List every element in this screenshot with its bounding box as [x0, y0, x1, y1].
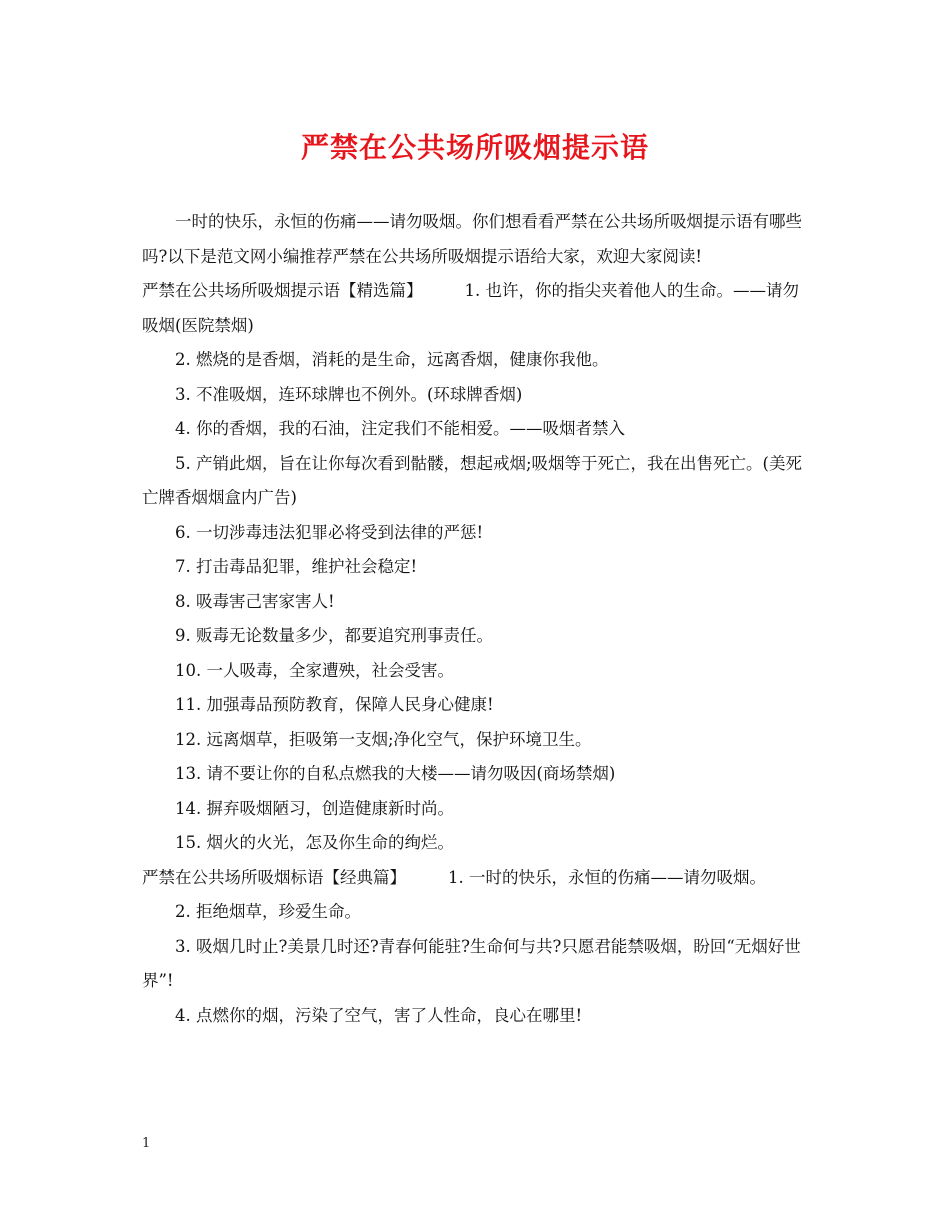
section-1-item-7: 7. 打击毒品犯罪，维护社会稳定!: [175, 557, 418, 576]
section-1-item-1: 1. 也许，你的指尖夹着他人的生命。——请勿吸烟(医院禁烟): [142, 281, 799, 335]
section-1-item-13: 13. 请不要让你的自私点燃我的大楼——请勿吸因(商场禁烟): [175, 764, 616, 783]
section-1-item-14: 14. 摒弃吸烟陋习，创造健康新时尚。: [175, 798, 454, 818]
section-1-item-15: 15. 烟火的火光，怎及你生命的绚烂。: [175, 833, 454, 852]
section-1-item-9: 9. 贩毒无论数量多少，都要追究刑事责任。: [175, 626, 493, 645]
section-2-item-3: 3. 吸烟几时止?美景几时还?青春何能驻?生命何与共?只愿君能禁吸烟，盼回“无烟好世界”!: [142, 936, 801, 990]
document-body: [142, 205, 812, 1033]
section-1-heading: 严禁在公共场所吸烟提示语【精选篇】: [142, 281, 423, 300]
section-1-item-3: 3. 不准吸烟，连环球牌也不例外。(环球牌香烟): [175, 384, 523, 404]
section-1-item-12: 12. 远离烟草，拒吸第一支烟;净化空气，保护环境卫生。: [175, 729, 592, 749]
section-1-item-2: 2. 燃烧的是香烟，消耗的是生命，远离香烟，健康你我他。: [175, 350, 609, 369]
section-2-heading: 严禁在公共场所吸烟标语【经典篇】: [142, 867, 406, 887]
section-2-paragraph: [142, 861, 812, 896]
section-1-item-5: 5. 产销此烟，旨在让你每次看到骷髅，想起戒烟;吸烟等于死亡，我在出售死亡。(美死亡牌香烟烟盒内广告): [142, 453, 802, 507]
intro-paragraph: 一时的快乐，永恒的伤痛——请勿吸烟。你们想看看严禁在公共场所吸烟提示语有哪些吗?以下是范文网小编推荐严禁在公共场所吸烟提示语给大家，欢迎大家阅读!: [142, 212, 802, 266]
section-1-item-11: 11. 加强毒品预防教育，保障人民身心健康!: [175, 695, 494, 714]
section-1-item-10: 10. 一人吸毒，全家遭殃，社会受害。: [175, 660, 454, 680]
section-2-item-1: 1. 一时的快乐，永恒的伤痛——请勿吸烟。: [448, 867, 766, 887]
section-1-item-6: 6. 一切涉毒违法犯罪必将受到法律的严惩!: [175, 522, 484, 542]
section-1-paragraph: [142, 274, 812, 343]
section-2-item-2: 2. 拒绝烟草，珍爱生命。: [175, 902, 361, 921]
section-1-item-4: 4. 你的香烟，我的石油，注定我们不能相爱。——吸烟者禁入: [175, 419, 625, 438]
page-number: 1: [142, 1136, 151, 1151]
section-1-item-8: 8. 吸毒害己害家害人!: [175, 591, 335, 611]
section-2-item-4: 4. 点燃你的烟，污染了空气，害了人性命，良心在哪里!: [175, 1005, 583, 1025]
document-title: 严禁在公共场所吸烟提示语: [300, 131, 649, 164]
